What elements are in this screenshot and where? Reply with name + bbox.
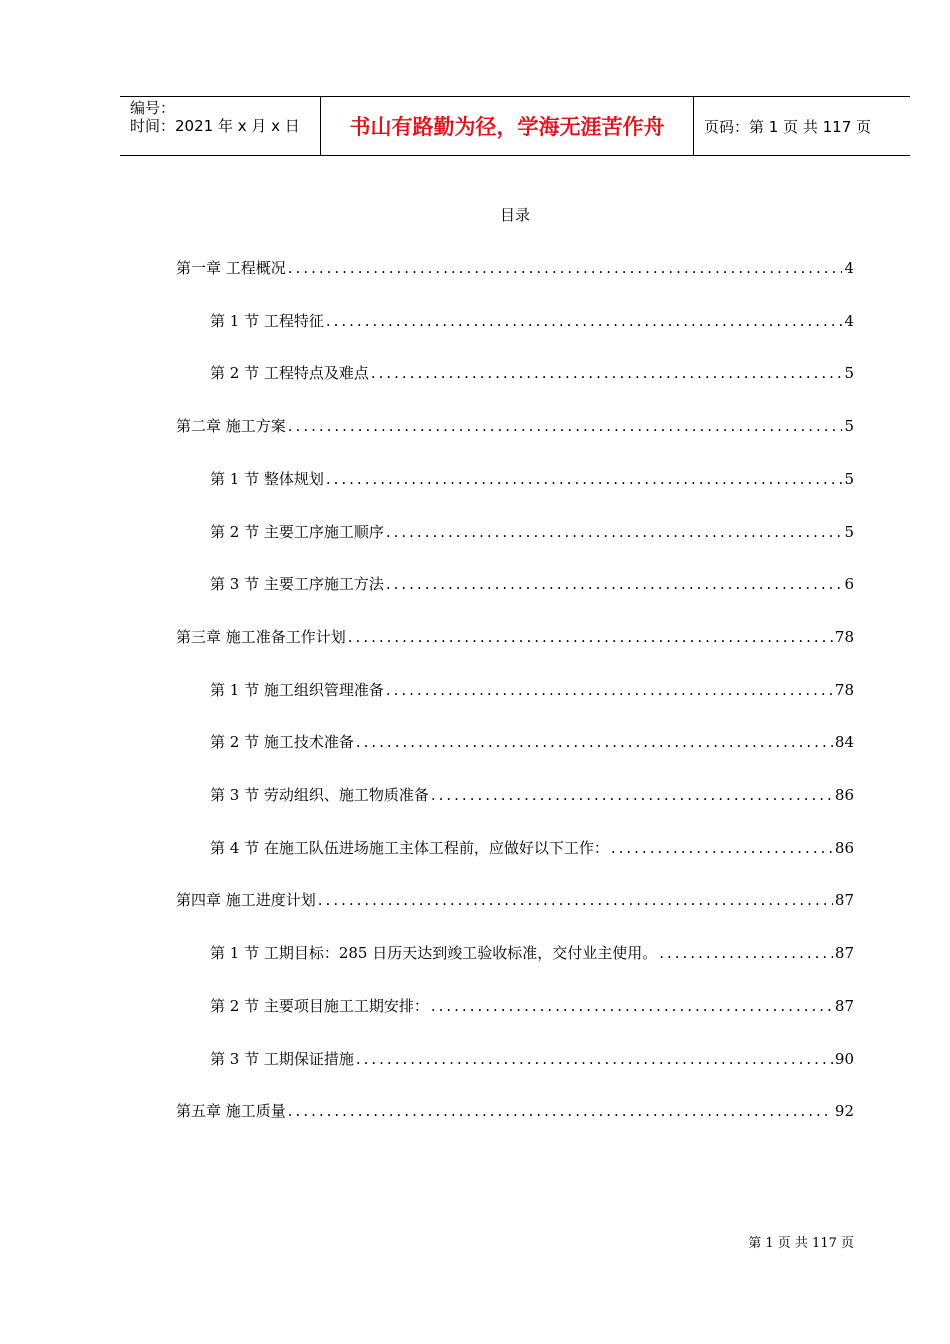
toc-leader-dots	[288, 257, 843, 279]
toc-entry-label: 第 3 节 主要工序施工方法	[210, 575, 384, 593]
toc-entry-section[interactable]	[210, 521, 854, 543]
toc-entry-chapter[interactable]	[176, 626, 854, 648]
number-label: 编号：	[130, 99, 176, 117]
toc-entry-section[interactable]	[210, 995, 854, 1017]
toc-entry-page: 84	[834, 733, 854, 751]
toc-entry-page: 78	[834, 681, 854, 699]
toc-entry-section[interactable]	[210, 784, 854, 806]
toc-entry-label: 第二章 施工方案	[176, 417, 286, 435]
toc-entry-page: 5	[844, 523, 854, 541]
toc-entry-page: 92	[834, 1102, 854, 1120]
toc-entry-label: 第 1 节 工程特征	[210, 312, 324, 330]
header-info-cell	[120, 97, 321, 155]
toc-entry-section[interactable]	[210, 468, 854, 490]
toc-leader-dots	[386, 521, 843, 543]
toc-leader-dots	[326, 468, 843, 490]
toc-entry-page: 4	[844, 259, 854, 277]
toc-entry-page: 4	[844, 312, 854, 330]
toc-entry-page: 5	[844, 364, 854, 382]
toc-entry-section[interactable]	[210, 679, 854, 701]
toc-entry-page: 87	[834, 891, 854, 909]
toc-entry-chapter[interactable]	[176, 415, 854, 437]
toc-entry-label: 第 2 节 施工技术准备	[210, 733, 354, 751]
toc-entry-label: 第 1 节 整体规划	[210, 470, 324, 488]
toc-leader-dots	[611, 837, 833, 859]
header-page-label: 页码：第 1 页 共 117 页	[704, 117, 872, 136]
toc-entry-label: 第四章 施工进度计划	[176, 891, 316, 909]
toc-entry-page: 5	[844, 417, 854, 435]
toc-entry-label: 第五章 施工质量	[176, 1102, 286, 1120]
toc-leader-dots	[431, 995, 833, 1017]
toc-entry-page: 6	[844, 575, 854, 593]
toc-entry-chapter[interactable]	[176, 257, 854, 279]
page-footer: 第 1 页 共 117 页	[748, 1236, 854, 1251]
toc-entry-chapter[interactable]	[176, 1100, 854, 1122]
toc-entry-section[interactable]	[210, 362, 854, 384]
toc-leader-dots	[348, 626, 833, 648]
toc-entry-page: 87	[834, 997, 854, 1015]
date-label: 时间：2021 年 x 月 x 日	[130, 117, 300, 135]
toc-entry-page: 86	[834, 839, 854, 857]
toc-entry-label: 第 1 节 工期目标：285 日历天达到竣工验收标准，交付业主使用。	[210, 944, 658, 962]
toc-leader-dots	[371, 362, 843, 384]
toc-entry-label: 第三章 施工准备工作计划	[176, 628, 346, 646]
page-header	[120, 96, 910, 156]
toc-leader-dots	[431, 784, 833, 806]
toc-entry-label: 第 2 节 工程特点及难点	[210, 364, 369, 382]
toc-entry-label: 第 3 节 劳动组织、施工物质准备	[210, 786, 429, 804]
toc-entry-section[interactable]	[210, 942, 854, 964]
toc-leader-dots	[326, 310, 843, 332]
toc-entry-label: 第 2 节 主要工序施工顺序	[210, 523, 384, 541]
toc-entry-section[interactable]	[210, 310, 854, 332]
toc-entry-label: 第 3 节 工期保证措施	[210, 1050, 354, 1068]
header-motto: 书山有路勤为径，学海无涯苦作舟	[321, 97, 694, 155]
toc-entry-section[interactable]	[210, 837, 854, 859]
toc-entry-section[interactable]	[210, 731, 854, 753]
toc-entry-page: 90	[834, 1050, 854, 1068]
toc-entry-section[interactable]	[210, 573, 854, 595]
toc-leader-dots	[288, 415, 843, 437]
toc-entry-label: 第 1 节 施工组织管理准备	[210, 681, 384, 699]
toc-entry-section[interactable]	[210, 1048, 854, 1070]
toc-leader-dots	[386, 573, 843, 595]
toc-leader-dots	[659, 942, 833, 964]
toc-entry-page: 86	[834, 786, 854, 804]
toc-entry-page: 87	[834, 944, 854, 962]
toc-entry-label: 第 4 节 在施工队伍进场施工主体工程前，应做好以下工作：	[210, 839, 609, 857]
toc-leader-dots	[288, 1100, 833, 1122]
toc-entry-chapter[interactable]	[176, 889, 854, 911]
toc-entry-page: 78	[834, 628, 854, 646]
toc-leader-dots	[356, 1048, 833, 1070]
toc-leader-dots	[318, 889, 833, 911]
toc-entry-label: 第 2 节 主要项目施工工期安排：	[210, 997, 429, 1015]
toc-entry-page: 5	[844, 470, 854, 488]
toc-title: 目录	[499, 206, 530, 224]
toc-leader-dots	[356, 731, 833, 753]
toc-leader-dots	[386, 679, 833, 701]
toc-entry-label: 第一章 工程概况	[176, 259, 286, 277]
